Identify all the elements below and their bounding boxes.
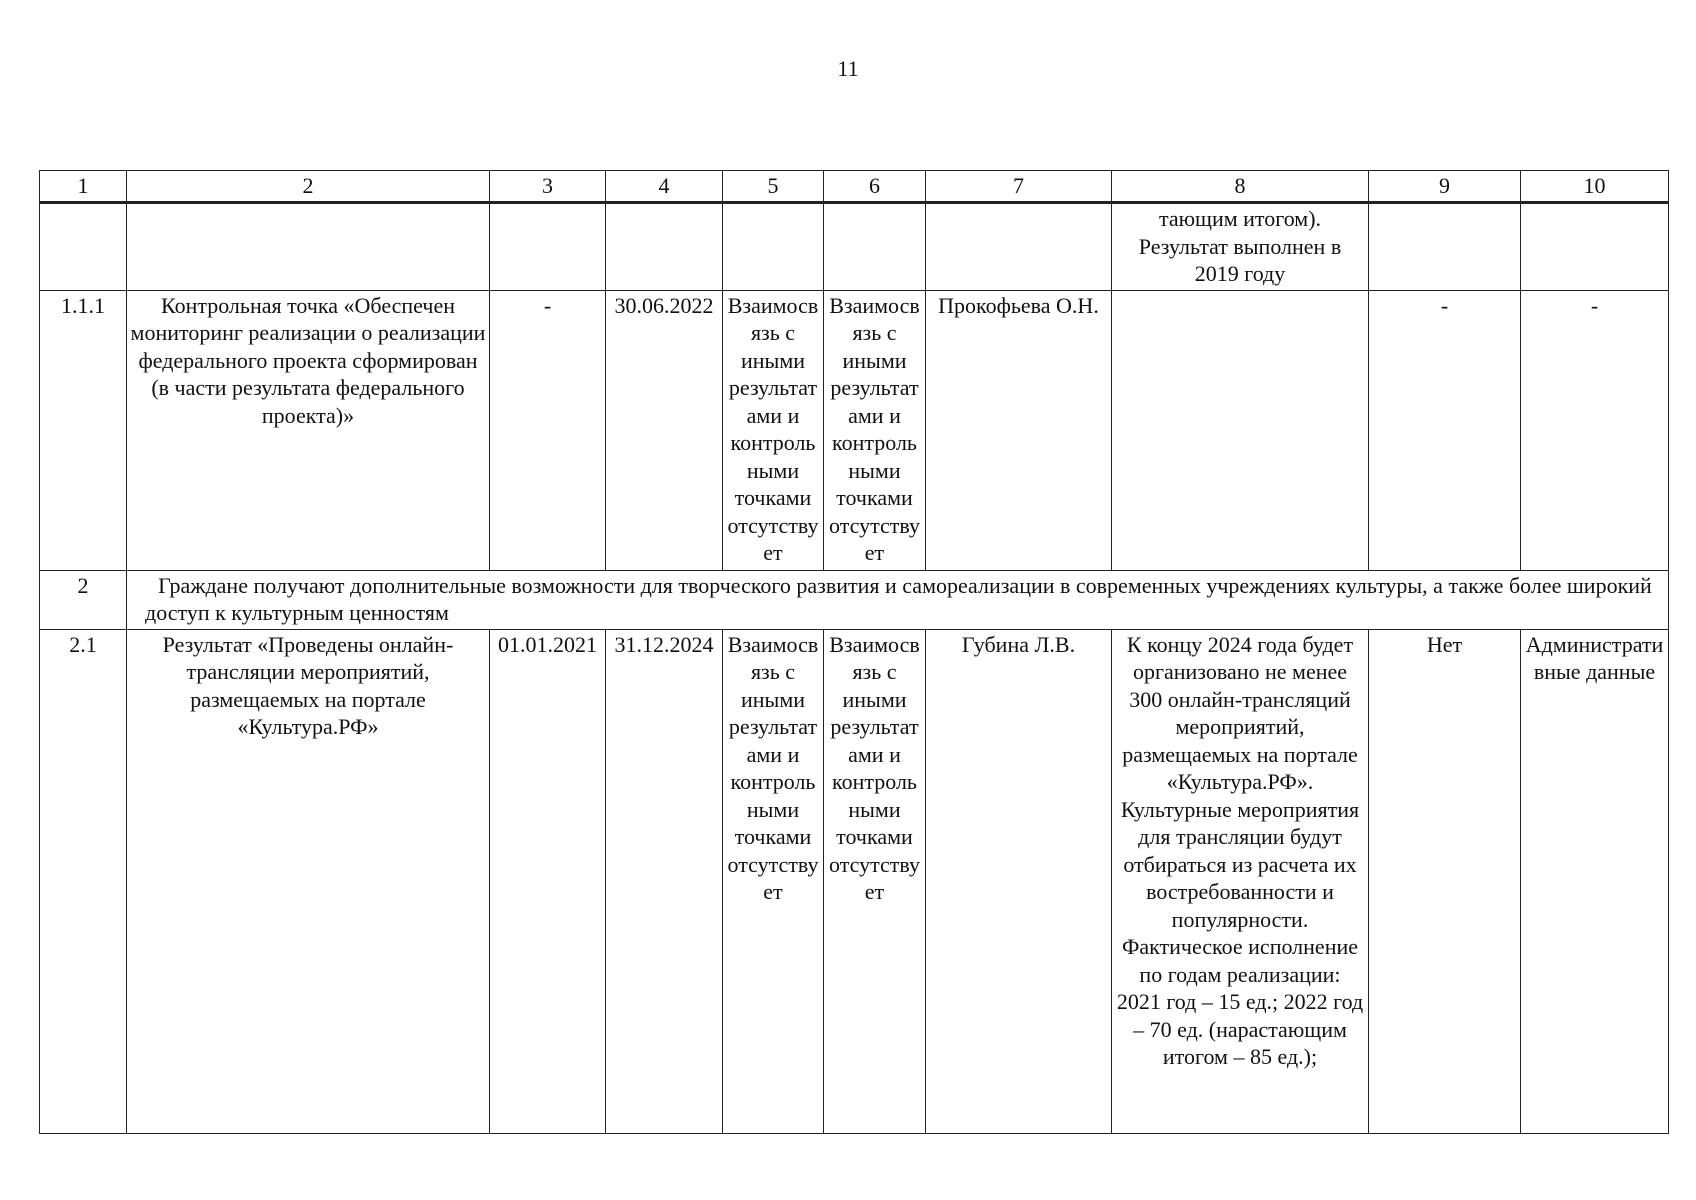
result-name: Результат «Проведены онлайн-трансляции мероприятий, размещаемых на портале «Культура.РФ» bbox=[127, 629, 490, 1133]
table-row-continuation bbox=[40, 203, 1669, 291]
responsible-person bbox=[926, 203, 1112, 291]
column-number: 2 bbox=[127, 171, 490, 203]
column-number: 10 bbox=[1521, 171, 1669, 203]
row-number bbox=[40, 203, 127, 291]
responsible-person: Губина Л.В. bbox=[926, 629, 1112, 1133]
row-number: 1.1.1 bbox=[40, 290, 127, 570]
column-number: 9 bbox=[1369, 171, 1521, 203]
data-source: Административные данные bbox=[1521, 629, 1669, 1133]
relation-cell: Взаимосвязь с иными результатами и контрольными точками отсутствует bbox=[723, 290, 824, 570]
relation-cell: Взаимосвязь с иными результатами и контрольными точками отсутствует bbox=[824, 290, 926, 570]
result-description: тающим итогом). Результат выполнен в 2019 году bbox=[1112, 203, 1369, 291]
risk-cell: Нет bbox=[1369, 629, 1521, 1133]
risk-cell: - bbox=[1369, 290, 1521, 570]
data-source: - bbox=[1521, 290, 1669, 570]
column-number: 6 bbox=[824, 171, 926, 203]
column-number: 3 bbox=[490, 171, 606, 203]
end-date bbox=[606, 203, 723, 291]
end-date: 31.12.2024 bbox=[606, 629, 723, 1133]
column-number: 1 bbox=[40, 171, 127, 203]
row-number: 2.1 bbox=[40, 629, 127, 1133]
row-number: 2 bbox=[40, 570, 127, 629]
relation-cell: Взаимосвязь с иными результатами и контрольными точками отсутствует bbox=[824, 629, 926, 1133]
data-source bbox=[1521, 203, 1669, 291]
table-row-1-1-1 bbox=[40, 290, 1669, 570]
start-date bbox=[490, 203, 606, 291]
relation-cell bbox=[824, 203, 926, 291]
end-date: 30.06.2022 bbox=[606, 290, 723, 570]
column-number: 4 bbox=[606, 171, 723, 203]
result-name: Контрольная точка «Обеспечен мониторинг реализации о реализации федерального проекта сформирован (в части результата федерального проекта)» bbox=[127, 290, 490, 570]
section-title: Граждане получают дополнительные возможности для творческого развития и самореализации в современных учреждениях культуры, а также более широкий доступ к культурным ценностям bbox=[127, 570, 1669, 629]
table-row-2-1 bbox=[40, 629, 1669, 1133]
column-number: 7 bbox=[926, 171, 1112, 203]
result-name bbox=[127, 203, 490, 291]
column-number: 8 bbox=[1112, 171, 1369, 203]
responsible-person: Прокофьева О.Н. bbox=[926, 290, 1112, 570]
risk-cell bbox=[1369, 203, 1521, 291]
relation-cell bbox=[723, 203, 824, 291]
start-date: - bbox=[490, 290, 606, 570]
column-number: 5 bbox=[723, 171, 824, 203]
project-table bbox=[39, 170, 1669, 1134]
page-number: 11 bbox=[837, 56, 859, 81]
relation-cell: Взаимосвязь с иными результатами и контрольными точками отсутствует bbox=[723, 629, 824, 1133]
column-number-row bbox=[40, 171, 1669, 203]
table-row-section-2 bbox=[40, 570, 1669, 629]
result-description bbox=[1112, 290, 1369, 570]
start-date: 01.01.2021 bbox=[490, 629, 606, 1133]
result-description: К концу 2024 года будет организовано не менее 300 онлайн-трансляций мероприятий, размещаемых на портале «Культура.РФ». Культурные мероприятия для трансляции будут отбираться из расчета их востребованности и популярности. Фактическое исполнение по годам реализации: 2021 год – 15 ед.; 2022 год – 70 ед. (нарастающим итогом – 85 ед.); bbox=[1112, 629, 1369, 1133]
